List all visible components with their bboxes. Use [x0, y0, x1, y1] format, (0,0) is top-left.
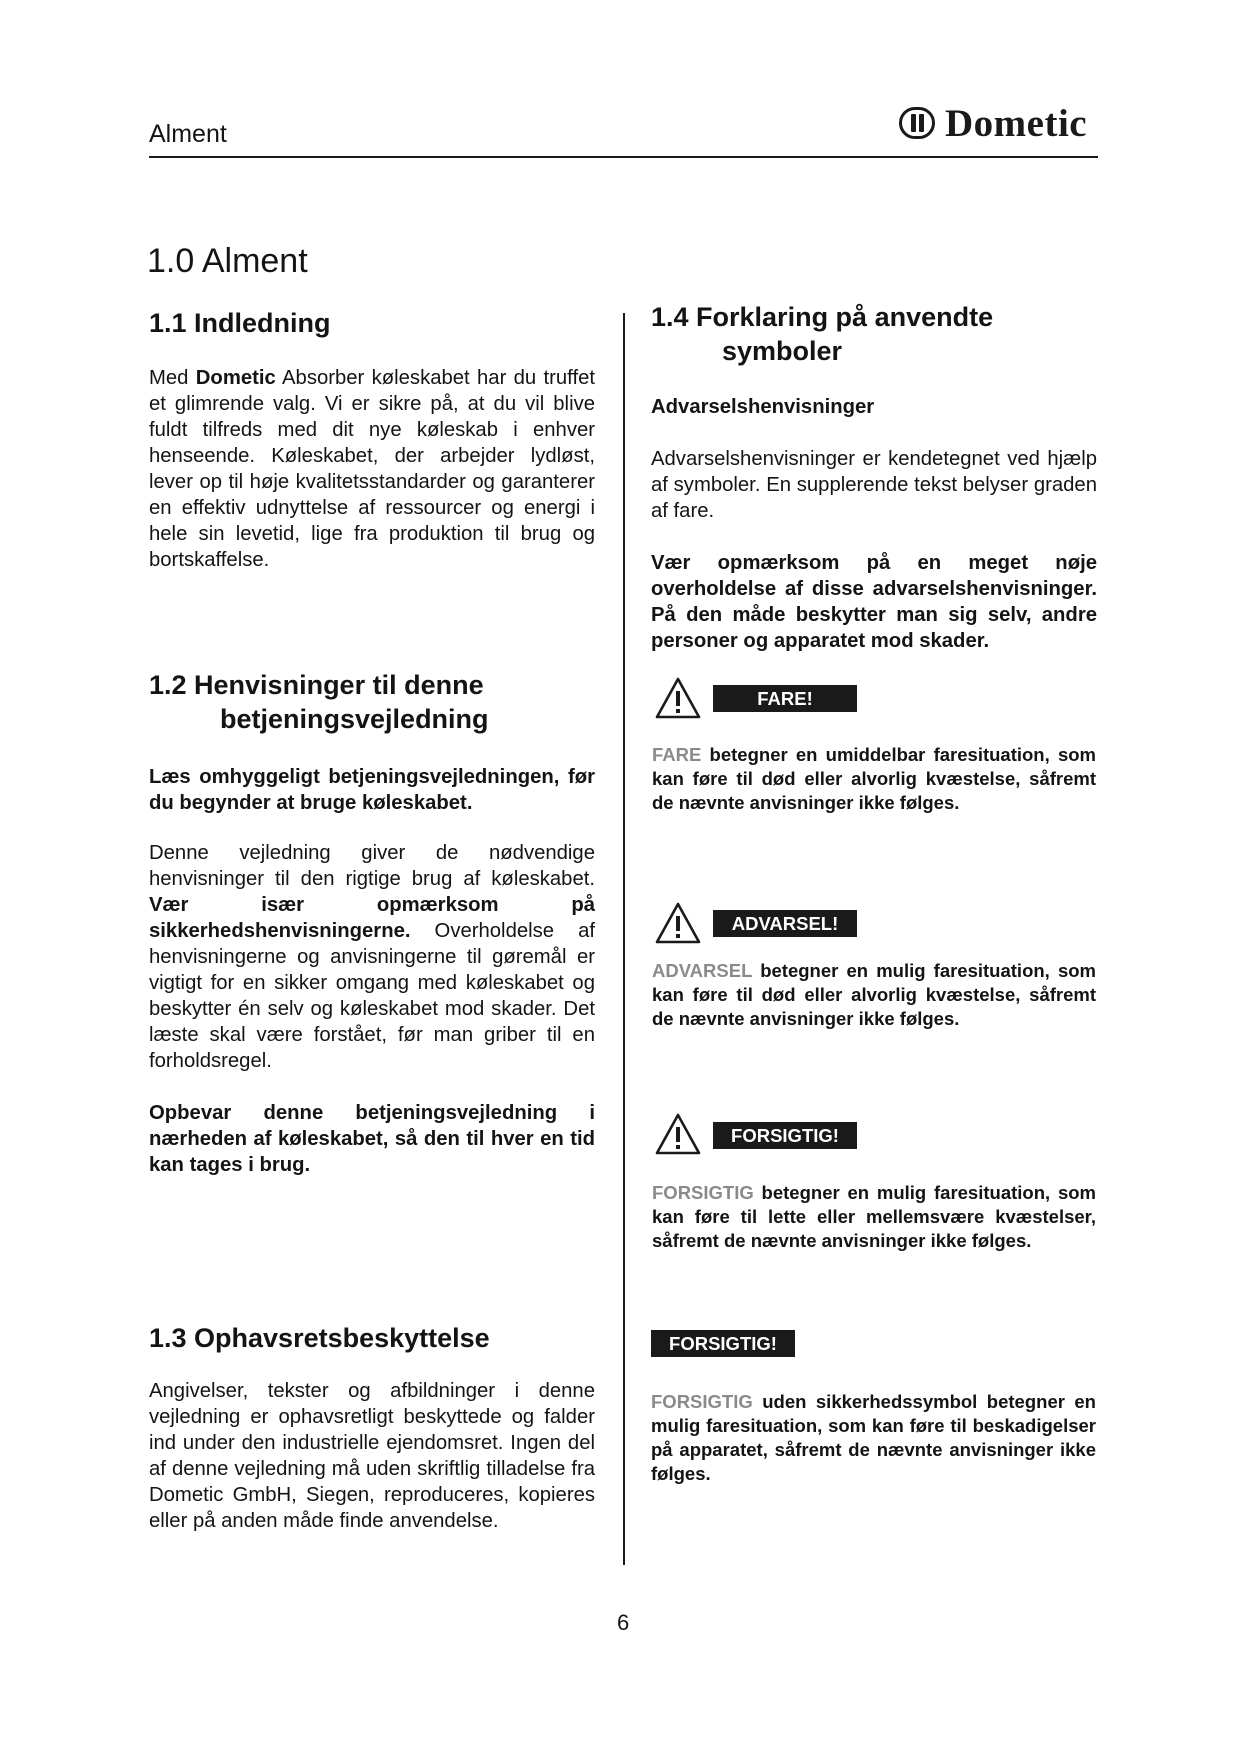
warning-advarsel-text: [652, 959, 1096, 1031]
section-1-1-paragraph: [149, 365, 595, 573]
label-fare: FARE!: [713, 685, 857, 712]
p2-text2: Overholdelse af henvisningerne og anvisningerne til gøremål er vigtigt for en sikker omgang med køleskabet og beskytter én selv og køleskabet mod skader. Det læste skal være forstået, før man griber til en forholdsregel.: [149, 920, 595, 1072]
warning-fare-text: [652, 743, 1096, 815]
section-1-3-paragraph: Angivelser, tekster og afbildninger i denne vejledning er ophavsretligt beskyttede og falder ind under den industrielle ejendomsret. Ingen del af denne vejledning må uden skriftlig tilladelse fra Dometic GmbH, Siegen, reproduceres, kopieres eller på anden måde finde anvendelse.: [149, 1380, 595, 1532]
section-1-4-heading: [651, 300, 993, 368]
section-1-2-bold-note: Læs omhyggeligt betjeningsvejledningen, før du begynder at bruge køleskabet.: [149, 766, 595, 814]
brand-inline: Dometic: [195, 367, 276, 389]
header-rule: [149, 156, 1098, 158]
warning-fare-body: betegner en umiddelbar faresituation, som kan føre til død eller alvorlig kvæstelse, såfremt de nævnte anvisninger ikke følges.: [652, 744, 1096, 813]
section-1-2-keep-note: Opbevar denne betjeningsvejledning i nærheden af køleskabet, så den til hver en tid kan tages i brug.: [149, 1102, 595, 1176]
p1-text: Absorber køleskabet har du truffet et glimrende valg. Vi er sikre på, at du vil blive fuldt tilfreds med dit nye køleskab i enhver henseende. Køleskabet, der arbejder lydløst, lever op til høje kvalitetsstandarder og garanterer en effektiv udnyttelse af ressourcer og energi i hele sin levetid, lige fra produktion til brug og bortskaffelse.: [149, 367, 595, 571]
keyword-forsigtig: FORSIGTIG: [652, 1182, 754, 1203]
keyword-forsigtig-no-symbol: FORSIGTIG: [651, 1391, 753, 1412]
p2-bold: Vær især opmærksom på sikkerhedshenvisningerne.: [149, 894, 595, 942]
label-forsigtig-no-symbol: FORSIGTIG!: [651, 1330, 795, 1357]
p1-pre: Med: [149, 367, 196, 389]
column-divider: [623, 313, 625, 1565]
warning-forsigtig-body: betegner en mulig faresituation, som kan føre til lette eller mellemsvære kvæstelser, såfremt de nævnte anvisninger ikke følges.: [652, 1182, 1096, 1251]
warnings-intro: Advarselshenvisninger er kendetegnet ved hjælp af symboler. En supplerende tekst belyser graden af fare.: [651, 448, 1097, 522]
dometic-logo-icon: [899, 107, 935, 139]
keyword-fare: FARE: [652, 744, 702, 765]
section-1-2-heading-line2: betjeningsvejledning: [220, 704, 489, 734]
dometic-logo: [899, 102, 1087, 144]
warning-forsigtig-text: [652, 1181, 1096, 1253]
warning-forsigtig-no-symbol-body: uden sikkerhedssymbol betegner en mulig faresituation, som kan føre til beskadigelser på apparatet, såfremt de nævnte anvisninger ikke følges.: [651, 1391, 1096, 1484]
warning-forsigtig-no-symbol-text: [651, 1390, 1096, 1486]
brand-name: Dometic: [945, 101, 1088, 145]
warning-advarsel-body: betegner en mulig faresituation, som kan føre til død eller alvorlig kvæstelse, såfremt de nævnte anvisninger ikke følges.: [652, 960, 1096, 1029]
section-1-2-heading: [149, 668, 489, 736]
warnings-subheading: Advarselshenvisninger: [651, 396, 875, 418]
warning-triangle-icon: [654, 1112, 702, 1156]
page-title: 1.0 Alment: [147, 242, 308, 280]
keyword-advarsel: ADVARSEL: [652, 960, 753, 981]
section-1-3-heading: 1.3 Ophavsretsbeskyttelse: [149, 1323, 490, 1353]
label-advarsel: ADVARSEL!: [713, 910, 857, 937]
p2-text: Denne vejledning giver de nødvendige henvisninger til den rigtige brug af køleskabet.: [149, 842, 595, 890]
section-1-4-heading-line2: symboler: [722, 336, 843, 366]
section-1-2-heading-line1: 1.2 Henvisninger til denne: [149, 670, 484, 700]
label-forsigtig: FORSIGTIG!: [713, 1122, 857, 1149]
section-1-1-heading: 1.1 Indledning: [149, 308, 331, 338]
warning-triangle-icon: [654, 901, 702, 945]
page-number: 6: [617, 1610, 630, 1635]
warnings-bold-note: Vær opmærksom på en meget nøje overholdelse af disse advarselshenvisninger. På den måde beskytter man sig selv, andre personer og apparatet mod skader.: [651, 552, 1097, 652]
warning-triangle-icon: [654, 676, 702, 720]
running-header: Alment: [149, 120, 227, 148]
section-1-4-heading-line1: 1.4 Forklaring på anvendte: [651, 302, 994, 332]
section-1-2-paragraph: [149, 840, 595, 1074]
